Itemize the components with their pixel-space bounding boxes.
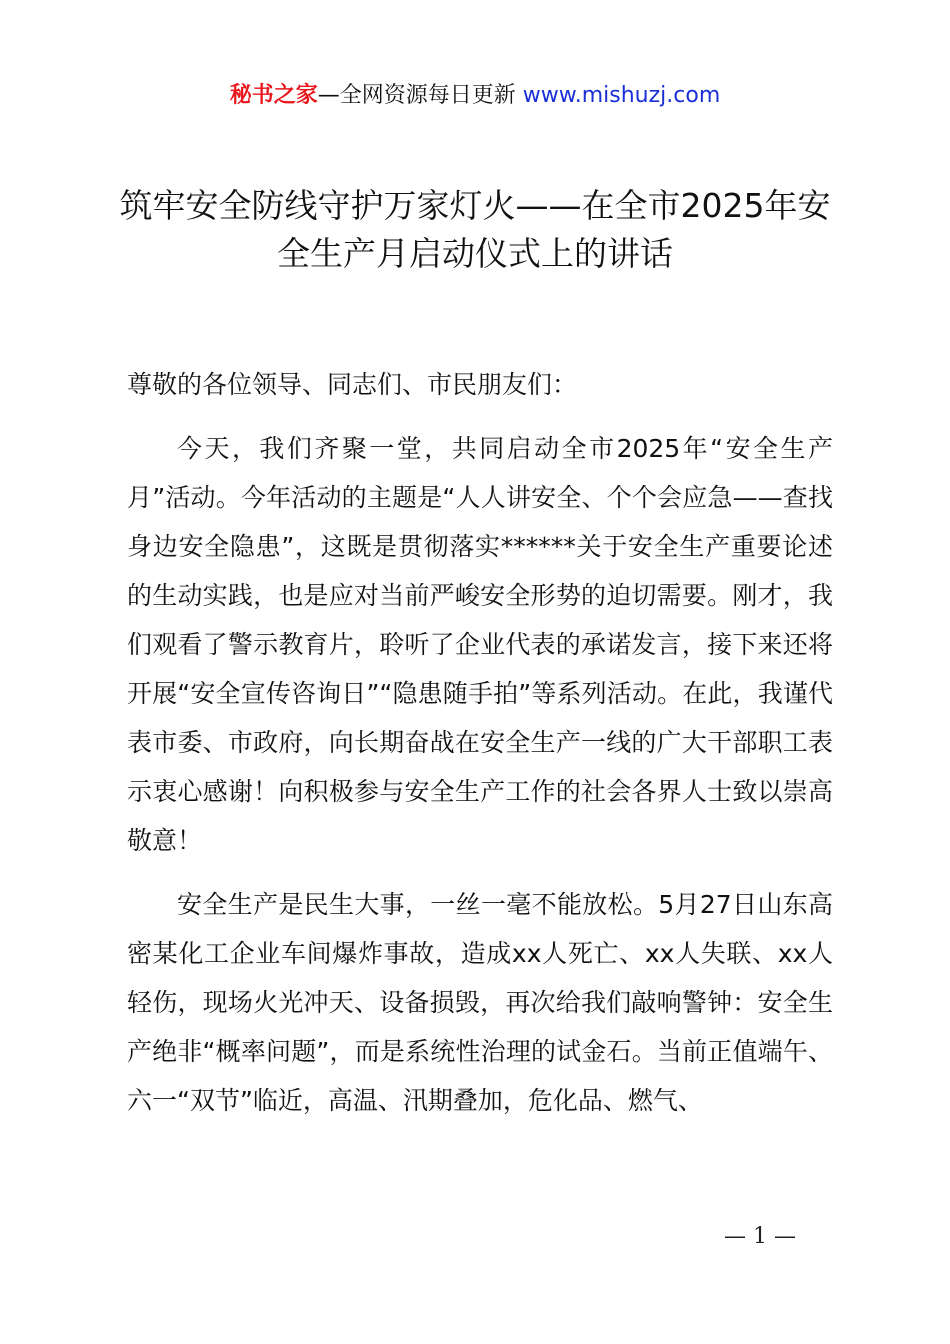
salutation: 尊敬的各位领导、同志们、市民朋友们： bbox=[127, 370, 578, 399]
paragraph-1: 今天，我们齐聚一堂，共同启动全市2025年“安全生产月”活动。今年活动的主题是“人人讲安全、个个会应急——查找身边安全隐患”，这既是贯彻落实******关于安全生产重要论述的生动实践，也是应对当前严峻安全形势的迫切需要。刚才，我们观看了警示教育片，聆听了企业代表的承诺发言，接下来还将开展“安全宣传咨询日”“隐患随手拍”等系列活动。在此，我谨代表市委、市政府，向长期奋战在安全生产一线的广大干部职工表示衷心感谢！向积极参与安全生产工作的社会各界人士致以崇高敬意！ bbox=[127, 434, 833, 855]
document-body bbox=[127, 360, 833, 1140]
document-title: 筑牢安全防线守护万家灯火——在全市2025年安全生产月启动仪式上的讲话 bbox=[119, 186, 831, 273]
page-number: — 1 — bbox=[724, 1224, 796, 1249]
brand-name: 秘书之家 bbox=[229, 83, 318, 108]
site-url-link[interactable]: www.mishuzj.com bbox=[522, 83, 721, 108]
site-header-banner bbox=[0, 80, 950, 112]
header-tagline: —全网资源每日更新 bbox=[317, 83, 523, 108]
paragraph-2: 安全生产是民生大事，一丝一毫不能放松。5月27日山东高密某化工企业车间爆炸事故，造成xx人死亡、xx人失联、xx人轻伤，现场火光冲天、设备损毁，再次给我们敲响警钟：安全生产绝非“概率问题”，而是系统性治理的试金石。当前正值端午、六一“双节”临近，高温、汛期叠加，危化品、燃气、 bbox=[127, 890, 833, 1115]
